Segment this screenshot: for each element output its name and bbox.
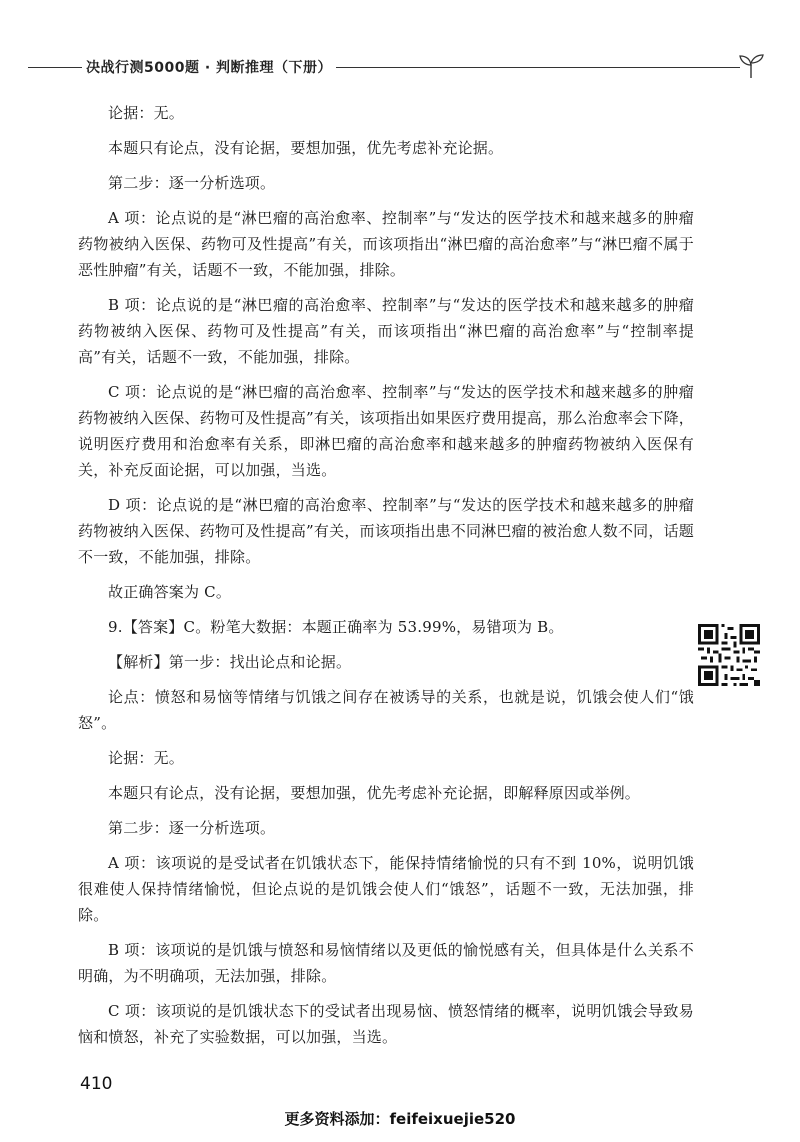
paragraph: 论点：愤怒和易恼等情绪与饥饿之间存在被诱导的关系，也就是说，饥饿会使人们“饿怒”。 <box>78 688 694 732</box>
paragraph: C 项：该项说的是饥饿状态下的受试者出现易恼、愤怒情绪的概率，说明饥饿会导致易恼和愤怒，补充了实验数据，可以加强，当选。 <box>78 1002 694 1046</box>
sprout-icon <box>736 50 766 80</box>
paragraph: 第二步：逐一分析选项。 <box>108 174 276 192</box>
paragraph: 论据：无。 <box>108 104 185 122</box>
running-header <box>0 46 800 86</box>
paragraph: 论据：无。 <box>108 749 185 767</box>
header-rule-left <box>28 67 82 68</box>
book-title: 决战行测5000题 · 判断推理（下册） <box>86 60 333 76</box>
answer-paragraph: 9.【答案】C。粉笔大数据：本题正确率为 53.99%，易错项为 B。 <box>108 618 564 636</box>
page-number: 410 <box>80 1074 113 1094</box>
paragraph: 本题只有论点，没有论据，要想加强，优先考虑补充论据。 <box>108 139 504 157</box>
paragraph: 故正确答案为 C。 <box>108 583 232 601</box>
paragraph: B 项：论点说的是“淋巴瘤的高治愈率、控制率”与“发达的医学技术和越来越多的肿瘤药物被纳入医保、药物可及性提高”有关，而该项指出“淋巴瘤的高治愈率”与“控制率提高”有关，话题不一致，不能加强，排除。 <box>78 296 694 366</box>
paragraph: 本题只有论点，没有论据，要想加强，优先考虑补充论据，即解释原因或举例。 <box>108 784 641 802</box>
paragraph: D 项：论点说的是“淋巴瘤的高治愈率、控制率”与“发达的医学技术和越来越多的肿瘤药物被纳入医保、药物可及性提高”有关，而该项指出患不同淋巴瘤的被治愈人数不同，话题不一致，不能加强，排除。 <box>78 496 694 566</box>
paragraph: C 项：论点说的是“淋巴瘤的高治愈率、控制率”与“发达的医学技术和越来越多的肿瘤药物被纳入医保、药物可及性提高”有关，该项指出如果医疗费用提高，那么治愈率会下降，说明医疗费用和治愈率有关系，即淋巴瘤的高治愈率和越来越多的肿瘤药物被纳入医保有关，补充反面论据，可以加强，当选。 <box>78 383 694 479</box>
qr-code-icon <box>698 624 760 686</box>
paragraph: A 项：该项说的是受试者在饥饿状态下，能保持情绪愉悦的只有不到 10%，说明饥饿很难使人保持情绪愉悦，但论点说的是饥饿会使人们“饿怒”，话题不一致，无法加强，排除。 <box>78 854 694 924</box>
paragraph: A 项：论点说的是“淋巴瘤的高治愈率、控制率”与“发达的医学技术和越来越多的肿瘤药物被纳入医保、药物可及性提高”有关，而该项指出“淋巴瘤的高治愈率”与“淋巴瘤不属于恶性肿瘤”有关，话题不一致，不能加强，排除。 <box>78 209 694 279</box>
paragraph: B 项：该项说的是饥饿与愤怒和易恼情绪以及更低的愉悦感有关，但具体是什么关系不明确，为不明确项，无法加强，排除。 <box>78 941 694 985</box>
analysis-heading: 【解析】第一步：找出论点和论据。 <box>108 653 352 671</box>
footer-note: 更多资料添加：feifeixuejie520 <box>284 1110 516 1128</box>
header-rule-right <box>336 67 740 68</box>
paragraph: 第二步：逐一分析选项。 <box>108 819 276 837</box>
page-body <box>78 100 694 1059</box>
